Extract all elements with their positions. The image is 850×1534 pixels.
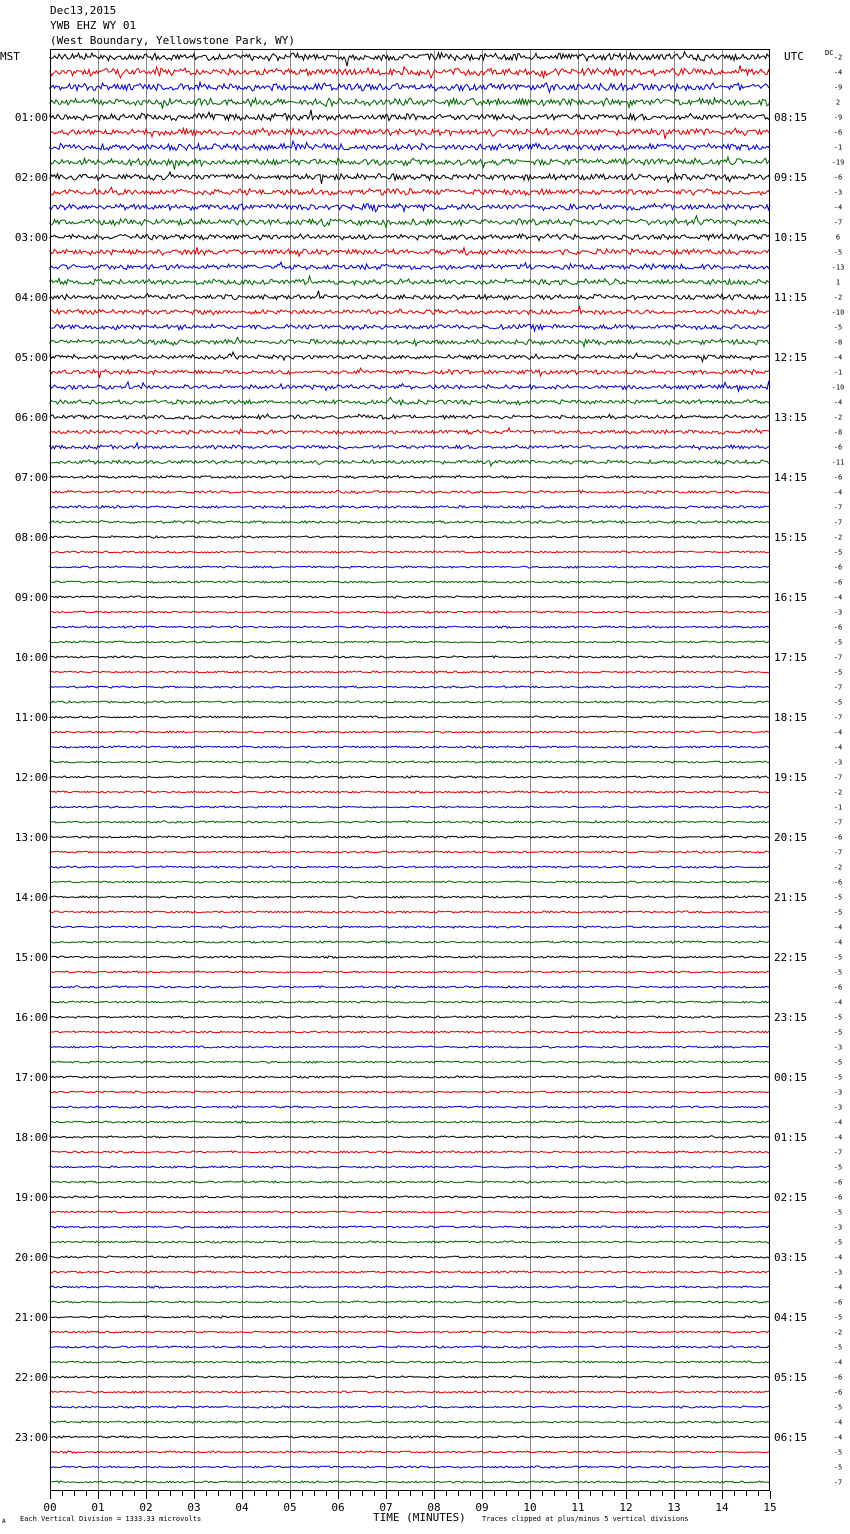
left-hour-label: 08:00 bbox=[14, 531, 48, 544]
dc-offset-label: -4 bbox=[833, 398, 843, 407]
dc-offset-label: -5 bbox=[833, 1313, 843, 1322]
x-tick-label: 11 bbox=[571, 1501, 585, 1514]
dc-offset-label: -7 bbox=[833, 1148, 843, 1157]
labels bbox=[15, 54, 844, 1515]
x-tick-label: 06 bbox=[331, 1501, 345, 1514]
trace-line bbox=[50, 443, 770, 450]
dc-offset-label: -2 bbox=[833, 788, 843, 797]
trace-line bbox=[50, 566, 770, 568]
x-tick-label: 14 bbox=[715, 1501, 729, 1514]
trace-line bbox=[50, 476, 770, 479]
trace-line bbox=[50, 428, 770, 434]
trace-line bbox=[50, 1481, 770, 1483]
right-hour-label: 09:15 bbox=[774, 171, 808, 184]
trace-line bbox=[50, 1016, 770, 1018]
dc-offset-label: -4 bbox=[833, 938, 843, 947]
trace-line bbox=[50, 157, 770, 170]
dc-offset-label: -4 bbox=[833, 1133, 843, 1142]
trace-line bbox=[50, 1466, 770, 1468]
dc-offset-label: -4 bbox=[833, 1358, 843, 1367]
trace-line bbox=[50, 1241, 770, 1243]
dc-offset-label: -3 bbox=[833, 188, 843, 197]
trace-line bbox=[50, 247, 770, 256]
dc-offset-label: -8 bbox=[833, 338, 843, 347]
right-timezone-label: UTC bbox=[784, 50, 804, 63]
left-hour-label: 11:00 bbox=[14, 711, 48, 724]
trace-line bbox=[50, 1031, 770, 1033]
dc-offset-label: -7 bbox=[833, 218, 843, 227]
x-axis-label: TIME (MINUTES) bbox=[373, 1511, 466, 1524]
trace-line bbox=[50, 746, 770, 748]
dc-offset-label: -4 bbox=[833, 728, 843, 737]
dc-offset-label: -5 bbox=[833, 893, 843, 902]
left-hour-label: 21:00 bbox=[14, 1311, 48, 1324]
dc-offset-label: -5 bbox=[833, 1343, 843, 1352]
trace-line bbox=[50, 414, 770, 419]
dc-header-label: DC bbox=[825, 49, 834, 57]
dc-offset-label: -7 bbox=[833, 503, 843, 512]
x-tick-label: 12 bbox=[619, 1501, 633, 1514]
left-hour-label: 17:00 bbox=[14, 1071, 48, 1084]
dc-offset-label: -19 bbox=[831, 158, 845, 167]
right-hour-label: 19:15 bbox=[774, 771, 808, 784]
trace-line bbox=[50, 382, 770, 391]
x-tick-label: 10 bbox=[523, 1501, 537, 1514]
left-hour-label: 18:00 bbox=[14, 1131, 48, 1144]
x-tick-label: 13 bbox=[667, 1501, 681, 1514]
trace-line bbox=[50, 1196, 770, 1198]
trace-line bbox=[50, 1331, 770, 1333]
trace-line bbox=[50, 521, 770, 524]
dc-offset-label: -5 bbox=[833, 1208, 843, 1217]
trace-line bbox=[50, 641, 770, 643]
dc-offset-label: -5 bbox=[833, 1463, 843, 1472]
dc-offset-label: -2 bbox=[833, 413, 843, 422]
dc-offset-label: -3 bbox=[833, 1103, 843, 1112]
dc-offset-label: -6 bbox=[833, 1178, 843, 1187]
trace-line bbox=[50, 671, 770, 673]
dc-offset-label: -2 bbox=[833, 863, 843, 872]
left-hour-label: 02:00 bbox=[14, 171, 48, 184]
left-hour-label: 20:00 bbox=[14, 1251, 48, 1264]
dc-offset-label: -5 bbox=[833, 323, 843, 332]
trace-line bbox=[50, 1076, 770, 1078]
left-hour-label: 23:00 bbox=[14, 1431, 48, 1444]
chart-station: YWB EHZ WY 01 bbox=[50, 19, 137, 32]
dc-offset-label: -6 bbox=[833, 578, 843, 587]
trace-line bbox=[50, 1361, 770, 1363]
trace-line bbox=[50, 761, 770, 763]
dc-offset-label: -6 bbox=[833, 983, 843, 992]
trace-line bbox=[50, 306, 770, 315]
dc-offset-label: -9 bbox=[833, 83, 843, 92]
trace-line bbox=[50, 1166, 770, 1168]
dc-offset-label: -3 bbox=[833, 1268, 843, 1277]
trace-line bbox=[50, 656, 770, 658]
right-hour-label: 05:15 bbox=[774, 1371, 808, 1384]
trace-line bbox=[50, 276, 770, 285]
right-hour-label: 01:15 bbox=[774, 1131, 808, 1144]
trace-line bbox=[50, 1376, 770, 1378]
dc-offset-label: -6 bbox=[833, 128, 843, 137]
dc-offset-label: -3 bbox=[833, 1223, 843, 1232]
dc-offset-label: -2 bbox=[833, 1328, 843, 1337]
x-tick-label: 08 bbox=[427, 1501, 441, 1514]
dc-offset-label: -1 bbox=[833, 368, 843, 377]
trace-line bbox=[50, 716, 770, 718]
dc-offset-label: -7 bbox=[833, 653, 843, 662]
right-hour-label: 18:15 bbox=[774, 711, 808, 724]
footer-clip-note: Traces clipped at plus/minus 5 vertical divisions bbox=[482, 1515, 689, 1523]
dc-offset-label: -4 bbox=[833, 998, 843, 1007]
dc-offset-label: -6 bbox=[833, 473, 843, 482]
dc-offset-label: -4 bbox=[833, 743, 843, 752]
left-timezone-label: MST bbox=[0, 50, 20, 63]
trace-line bbox=[50, 1451, 770, 1453]
left-hour-label: 09:00 bbox=[14, 591, 48, 604]
dc-offset-label: -4 bbox=[833, 1283, 843, 1292]
x-tick-label: 00 bbox=[43, 1501, 57, 1514]
trace-line bbox=[50, 337, 770, 346]
dc-offset-label: -5 bbox=[833, 248, 843, 257]
dc-offset-label: -6 bbox=[833, 878, 843, 887]
trace-line bbox=[50, 1436, 770, 1438]
right-hour-label: 16:15 bbox=[774, 591, 808, 604]
right-hour-label: 04:15 bbox=[774, 1311, 808, 1324]
right-hour-label: 13:15 bbox=[774, 411, 808, 424]
x-tick-label: 09 bbox=[475, 1501, 489, 1514]
left-hour-label: 05:00 bbox=[14, 351, 48, 364]
x-tick-label: 02 bbox=[139, 1501, 153, 1514]
trace-line bbox=[50, 1301, 770, 1303]
trace-line bbox=[50, 262, 770, 270]
trace-line bbox=[50, 1211, 770, 1213]
trace-line bbox=[50, 806, 770, 808]
trace-line bbox=[50, 110, 770, 121]
right-hour-label: 20:15 bbox=[774, 831, 808, 844]
trace-line bbox=[50, 1106, 770, 1108]
x-tick-label: 05 bbox=[283, 1501, 297, 1514]
trace-line bbox=[50, 1091, 770, 1093]
trace-line bbox=[50, 596, 770, 598]
dc-offset-label: -9 bbox=[833, 113, 843, 122]
trace-line bbox=[50, 234, 770, 241]
trace-line bbox=[50, 611, 770, 613]
right-hour-label: 06:15 bbox=[774, 1431, 808, 1444]
dc-offset-label: -1 bbox=[833, 803, 843, 812]
trace-line bbox=[50, 686, 770, 688]
footer-scale-note: Each Vertical Division = 1333.33 microvolts bbox=[20, 1515, 202, 1523]
dc-offset-label: -2 bbox=[833, 533, 843, 542]
right-hour-label: 15:15 bbox=[774, 531, 808, 544]
left-hour-label: 13:00 bbox=[14, 831, 48, 844]
trace-line bbox=[50, 866, 770, 868]
x-tick-label: 03 bbox=[187, 1501, 201, 1514]
dc-offset-label: -4 bbox=[833, 1433, 843, 1442]
chart-date: Dec13,2015 bbox=[50, 4, 117, 17]
trace-line bbox=[50, 971, 770, 973]
chart-location: (West Boundary, Yellowstone Park, WY) bbox=[50, 34, 296, 47]
right-hour-label: 14:15 bbox=[774, 471, 808, 484]
dc-offset-label: -4 bbox=[833, 923, 843, 932]
trace-line bbox=[50, 536, 770, 538]
trace-line bbox=[50, 82, 770, 92]
left-hour-label: 01:00 bbox=[14, 111, 48, 124]
trace-line bbox=[50, 1151, 770, 1153]
trace-line bbox=[50, 551, 770, 553]
dc-offset-label: -5 bbox=[833, 1058, 843, 1067]
trace-line bbox=[50, 986, 770, 988]
trace-line bbox=[50, 397, 770, 405]
dc-offset-label: -5 bbox=[833, 698, 843, 707]
dc-offset-label: -4 bbox=[833, 593, 843, 602]
trace-line bbox=[50, 836, 770, 838]
left-hour-label: 16:00 bbox=[14, 1011, 48, 1024]
corner-mark: A bbox=[2, 1518, 6, 1525]
dc-offset-label: -3 bbox=[833, 758, 843, 767]
trace-line bbox=[50, 911, 770, 913]
dc-offset-label: -7 bbox=[833, 518, 843, 527]
dc-offset-label: -10 bbox=[831, 383, 845, 392]
trace-line bbox=[50, 1121, 770, 1123]
trace-line bbox=[50, 1271, 770, 1273]
left-hour-label: 19:00 bbox=[14, 1191, 48, 1204]
dc-offset-label: -6 bbox=[833, 623, 843, 632]
right-hour-label: 17:15 bbox=[774, 651, 808, 664]
dc-offset-label: -5 bbox=[833, 638, 843, 647]
trace-line bbox=[50, 1061, 770, 1063]
trace-line bbox=[50, 776, 770, 778]
trace-line bbox=[50, 1346, 770, 1348]
dc-offset-label: -5 bbox=[833, 953, 843, 962]
dc-offset-label: -7 bbox=[833, 848, 843, 857]
trace-line bbox=[50, 1136, 770, 1138]
trace-line bbox=[50, 491, 770, 494]
dc-offset-label: -13 bbox=[831, 263, 845, 272]
trace-line bbox=[50, 881, 770, 883]
trace-line bbox=[50, 1001, 770, 1003]
dc-offset-label: -6 bbox=[833, 1298, 843, 1307]
dc-offset-label: -5 bbox=[833, 668, 843, 677]
trace-line bbox=[50, 791, 770, 793]
plot-frame bbox=[51, 50, 770, 1491]
trace-line bbox=[50, 291, 770, 300]
dc-offset-label: -5 bbox=[833, 1073, 843, 1082]
dc-offset-label: -4 bbox=[833, 353, 843, 362]
dc-offset-label: -5 bbox=[833, 968, 843, 977]
trace-line bbox=[50, 1421, 770, 1423]
trace-line bbox=[50, 1046, 770, 1048]
dc-offset-label: -4 bbox=[833, 488, 843, 497]
trace-line bbox=[50, 65, 770, 78]
dc-offset-label: -3 bbox=[833, 1088, 843, 1097]
trace-line bbox=[50, 460, 770, 466]
dc-offset-label: -8 bbox=[833, 428, 843, 437]
left-hour-label: 22:00 bbox=[14, 1371, 48, 1384]
trace-line bbox=[50, 701, 770, 703]
dc-offset-label: 2 bbox=[835, 98, 841, 107]
x-tick-label: 01 bbox=[91, 1501, 105, 1514]
dc-offset-label: -11 bbox=[831, 458, 845, 467]
left-hour-label: 15:00 bbox=[14, 951, 48, 964]
dc-offset-label: -5 bbox=[833, 1403, 843, 1412]
trace-line bbox=[50, 98, 770, 109]
dc-offset-label: -4 bbox=[833, 1118, 843, 1127]
dc-offset-label: -6 bbox=[833, 1388, 843, 1397]
left-hour-label: 10:00 bbox=[14, 651, 48, 664]
left-hour-label: 03:00 bbox=[14, 231, 48, 244]
dc-offset-label: -5 bbox=[833, 1448, 843, 1457]
trace-line bbox=[50, 187, 770, 195]
x-tick-label: 04 bbox=[235, 1501, 249, 1514]
dc-offset-label: -3 bbox=[833, 608, 843, 617]
right-hour-label: 23:15 bbox=[774, 1011, 808, 1024]
dc-offset-label: -3 bbox=[833, 1043, 843, 1052]
trace-line bbox=[50, 581, 770, 583]
x-tick-label: 15 bbox=[763, 1501, 777, 1514]
dc-offset-label: -7 bbox=[833, 713, 843, 722]
dc-offset-label: -5 bbox=[833, 908, 843, 917]
dc-offset-label: -5 bbox=[833, 1238, 843, 1247]
trace-line bbox=[50, 368, 770, 378]
trace-line bbox=[50, 141, 770, 150]
right-hour-label: 02:15 bbox=[774, 1191, 808, 1204]
left-hour-label: 04:00 bbox=[14, 291, 48, 304]
dc-offset-label: 1 bbox=[835, 278, 841, 287]
dc-offset-label: -4 bbox=[833, 1418, 843, 1427]
trace-line bbox=[50, 128, 770, 139]
trace-line bbox=[50, 1226, 770, 1228]
dc-offset-label: -10 bbox=[831, 308, 845, 317]
trace-line bbox=[50, 204, 770, 212]
trace-line bbox=[50, 172, 770, 184]
trace-line bbox=[50, 352, 770, 362]
trace-line bbox=[50, 941, 770, 943]
dc-offset-label: -2 bbox=[833, 293, 843, 302]
trace-line bbox=[50, 731, 770, 733]
trace-line bbox=[50, 1256, 770, 1258]
trace-line bbox=[50, 851, 770, 853]
x-tick-label: 07 bbox=[379, 1501, 393, 1514]
trace-line bbox=[50, 52, 770, 66]
dc-offset-label: -6 bbox=[833, 173, 843, 182]
left-hour-label: 06:00 bbox=[14, 411, 48, 424]
dc-offset-label: -6 bbox=[833, 443, 843, 452]
dc-offset-label: -4 bbox=[833, 68, 843, 77]
right-hour-label: 03:15 bbox=[774, 1251, 808, 1264]
trace-line bbox=[50, 506, 770, 509]
dc-offset-label: -5 bbox=[833, 1163, 843, 1172]
dc-offset-label: -7 bbox=[833, 818, 843, 827]
traces bbox=[50, 52, 770, 1483]
trace-line bbox=[50, 1316, 770, 1318]
dc-offset-label: -5 bbox=[833, 548, 843, 557]
right-hour-label: 00:15 bbox=[774, 1071, 808, 1084]
right-hour-label: 11:15 bbox=[774, 291, 808, 304]
trace-line bbox=[50, 1181, 770, 1183]
right-hour-label: 10:15 bbox=[774, 231, 808, 244]
trace-line bbox=[50, 324, 770, 331]
trace-line bbox=[50, 1286, 770, 1288]
left-hour-label: 14:00 bbox=[14, 891, 48, 904]
dc-offset-label: -7 bbox=[833, 683, 843, 692]
right-hour-label: 12:15 bbox=[774, 351, 808, 364]
trace-line bbox=[50, 1406, 770, 1408]
right-hour-label: 08:15 bbox=[774, 111, 808, 124]
dc-offset-label: -4 bbox=[833, 1253, 843, 1262]
dc-offset-label: -6 bbox=[833, 563, 843, 572]
trace-line bbox=[50, 821, 770, 823]
right-hour-label: 21:15 bbox=[774, 891, 808, 904]
right-hour-label: 22:15 bbox=[774, 951, 808, 964]
dc-offset-label: -6 bbox=[833, 1193, 843, 1202]
trace-line bbox=[50, 926, 770, 928]
dc-offset-label: -1 bbox=[833, 143, 843, 152]
dc-offset-label: -7 bbox=[833, 1478, 843, 1487]
trace-line bbox=[50, 626, 770, 628]
left-hour-label: 07:00 bbox=[14, 471, 48, 484]
trace-line bbox=[50, 216, 770, 227]
dc-offset-label: -6 bbox=[833, 833, 843, 842]
trace-line bbox=[50, 956, 770, 958]
dc-offset-label: -5 bbox=[833, 1013, 843, 1022]
dc-offset-label: -4 bbox=[833, 203, 843, 212]
dc-offset-label: -2 bbox=[833, 53, 843, 62]
dc-offset-label: -6 bbox=[833, 1373, 843, 1382]
dc-offset-label: 6 bbox=[835, 233, 841, 242]
dc-offset-label: -5 bbox=[833, 1028, 843, 1037]
left-hour-label: 12:00 bbox=[14, 771, 48, 784]
trace-line bbox=[50, 1391, 770, 1393]
dc-offset-label: -7 bbox=[833, 773, 843, 782]
trace-line bbox=[50, 896, 770, 898]
